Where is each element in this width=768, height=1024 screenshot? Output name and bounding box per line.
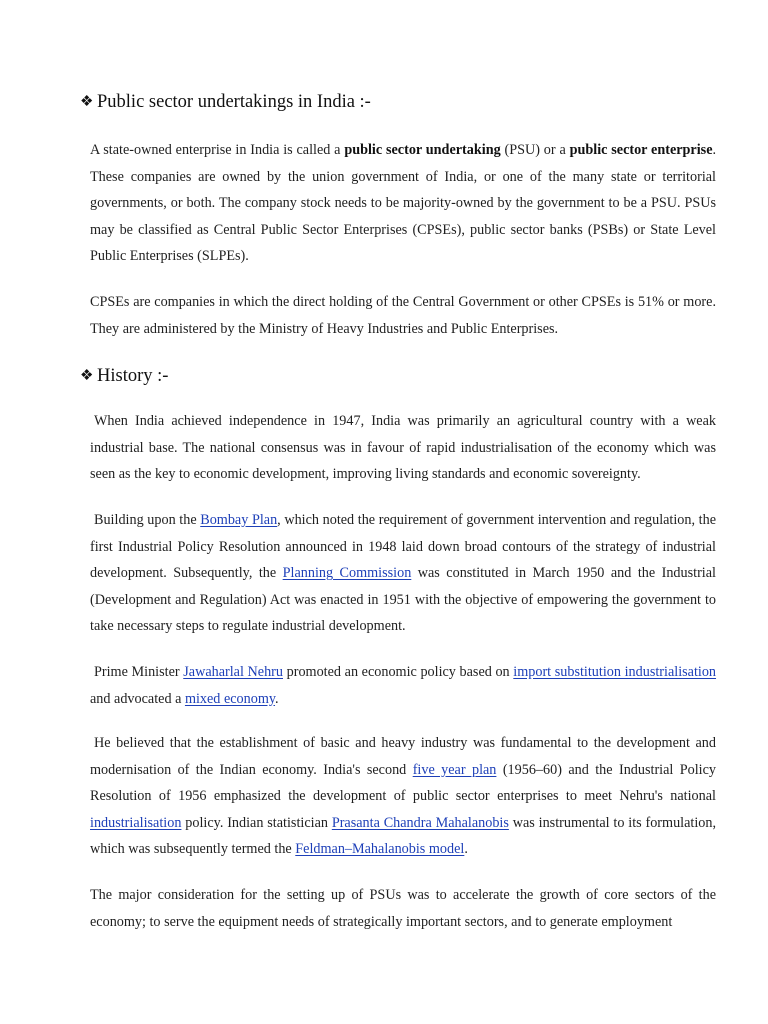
text-run: Building upon the	[94, 512, 197, 528]
heading-text: Public sector undertakings in India :-	[97, 92, 371, 112]
history-paragraph-3	[90, 659, 716, 712]
text-run: was constituted in March 1950 and the Industrial (Development and Regulation) Act was enacted in 1951 with the objective of empowering the government to take necessary steps to regulate industrial development.	[90, 565, 716, 634]
link-import-substitution[interactable]: import substitution industrialisation	[513, 664, 717, 680]
section-heading-history	[80, 366, 168, 387]
link-industrialisation[interactable]: industrialisation	[90, 814, 182, 831]
text-run: A state-owned enterprise in India is called a	[90, 142, 341, 158]
text-run: promoted an economic policy based on	[286, 664, 510, 680]
link-feldman-mahalanobis-model[interactable]: Feldman–Mahalanobis model	[295, 841, 465, 857]
bold-term: public sector undertaking	[344, 142, 501, 158]
text-run: .	[464, 841, 468, 857]
link-mixed-economy[interactable]: mixed economy	[184, 690, 276, 707]
text-run: (PSU) or a	[504, 142, 566, 158]
history-paragraph-5: The major consideration for the setting up of PSUs was to accelerate the growth of core sectors of the economy; to serve the equipment needs of strategically important sectors, and to generate employment	[90, 887, 716, 930]
text-run: Prime Minister	[94, 664, 180, 680]
link-five-year-plan[interactable]: five year plan	[412, 761, 497, 778]
history-paragraph-4	[90, 730, 716, 863]
diamond-bullet-icon: ❖	[80, 368, 94, 384]
psu-paragraph-1	[90, 137, 716, 270]
history-paragraph-2	[90, 507, 716, 640]
text-run: .	[275, 690, 279, 707]
text-run: policy. Indian statistician	[185, 814, 328, 831]
heading-text: History :-	[97, 366, 169, 386]
diamond-bullet-icon: ❖	[80, 94, 94, 110]
link-mahalanobis[interactable]: Prasanta Chandra Mahalanobis	[331, 814, 509, 831]
link-bombay-plan[interactable]: Bombay Plan	[200, 512, 278, 528]
link-jawaharlal-nehru[interactable]: Jawaharlal Nehru	[183, 664, 283, 680]
link-planning-commission[interactable]: Planning Commission	[282, 565, 412, 581]
text-run: He believed that the establishment of basic and heavy industry was fundamental to the development and modernisation of the Indian economy. India's second	[90, 735, 716, 778]
psu-paragraph-2: CPSEs are companies in which the direct holding of the Central Government or other CPSEs is 51% or more. They are administered by the Ministry of Heavy Industries and Public Enterprises.	[90, 294, 716, 337]
text-run: (1956–60) and the Industrial Policy Resolution of 1956 emphasized the development of public sector enterprises to meet Nehru's national	[90, 761, 717, 804]
bold-term: public sector enterprise	[569, 142, 713, 158]
text-run: , which noted the requirement of government intervention and regulation, the first Industrial Policy Resolution announced in 1948 laid down broad contours of the strategy of industrial development. Subsequently, the	[90, 512, 716, 581]
text-run: was instrumental to its formulation, which was subsequently termed the	[90, 814, 717, 857]
section-heading-psu	[80, 92, 371, 113]
history-paragraph-1: When India achieved independence in 1947, India was primarily an agricultural country with a weak industrial base. The national consensus was in favour of rapid industrialisation of the economy which was seen as the key to economic development, improving living standards and economic sovereignty.	[90, 413, 716, 482]
text-run: . These companies are owned by the union government of India, or one of the many state or territorial governments, or both. The company stock needs to be majority-owned by the government to be a PSU. PSUs may be classified as Central Public Sector Enterprises (CPSEs), public sector banks (PSBs) or State Level Public Enterprises (SLPEs).	[90, 142, 717, 264]
text-run: and advocated a	[90, 690, 182, 707]
